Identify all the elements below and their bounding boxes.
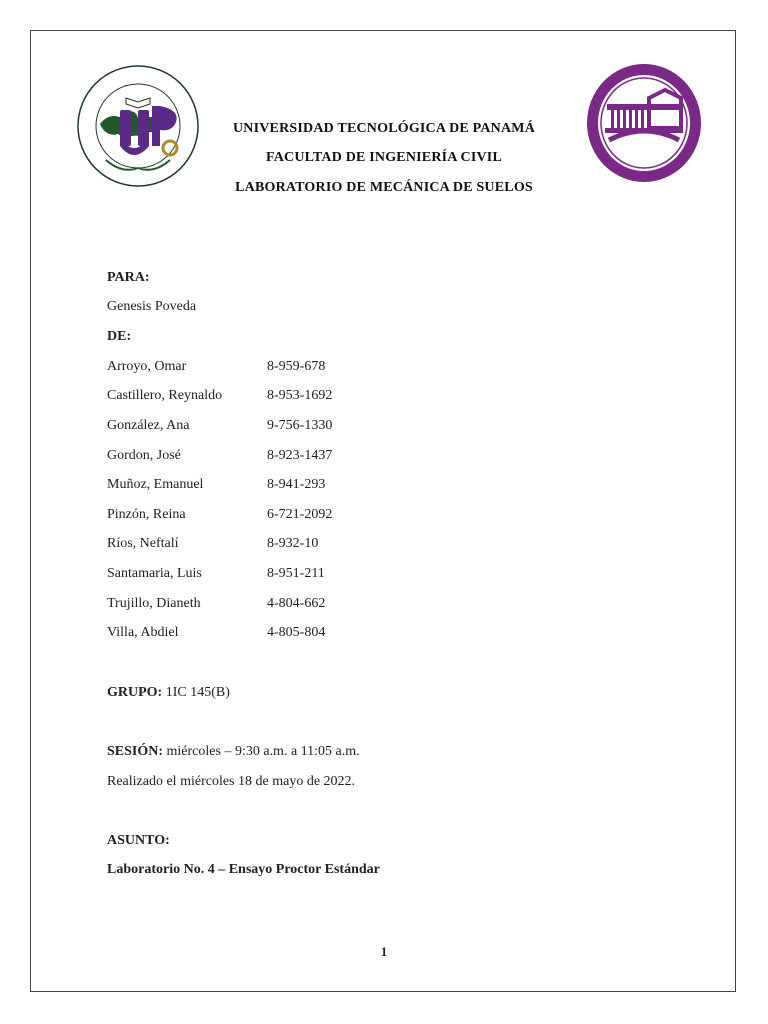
member-name: Arroyo, Omar <box>107 359 187 374</box>
member-name: González, Ana <box>107 418 190 433</box>
sesion-label: SESIÓN: <box>107 744 164 759</box>
de-label: DE: <box>107 329 132 344</box>
para-name: Genesis Poveda <box>107 299 197 314</box>
member-name: Muñoz, Emanuel <box>107 477 204 492</box>
member-id: 8-923-1437 <box>267 448 333 463</box>
realizado-text: Realizado el miércoles 18 de mayo de 2022. <box>107 774 356 789</box>
asunto-label: ASUNTO: <box>107 833 170 848</box>
member-name: Ríos, Neftalí <box>107 536 179 551</box>
member-row <box>107 507 332 523</box>
member-row <box>107 448 332 464</box>
member-id: 4-805-804 <box>267 625 326 640</box>
member-name: Gordon, José <box>107 448 181 463</box>
para-label: PARA: <box>107 270 150 285</box>
member-row <box>107 596 325 612</box>
page-number: 1 <box>380 944 388 959</box>
sesion-value: miércoles – 9:30 a.m. a 11:05 a.m. <box>166 744 360 759</box>
member-name: Pinzón, Reina <box>107 507 186 522</box>
member-row <box>107 566 325 582</box>
header-faculty: FACULTAD DE INGENIERÍA CIVIL <box>266 150 502 165</box>
member-id: 6-721-2092 <box>267 507 333 522</box>
member-name: Santamaria, Luis <box>107 566 202 581</box>
member-name: Trujillo, Dianeth <box>107 596 201 611</box>
asunto-value: Laboratorio No. 4 – Ensayo Proctor Estándar <box>107 862 380 877</box>
member-name: Villa, Abdiel <box>107 625 179 640</box>
member-row <box>107 625 325 641</box>
member-id: 8-953-1692 <box>267 388 333 403</box>
grupo-line <box>107 685 230 701</box>
grupo-label: GRUPO: <box>107 685 163 700</box>
header-lab: LABORATORIO DE MECÁNICA DE SUELOS <box>235 180 533 195</box>
member-id: 8-951-211 <box>267 566 325 581</box>
member-id: 9-756-1330 <box>267 418 333 433</box>
sesion-line <box>107 744 360 760</box>
civil-faculty-logo <box>585 62 703 184</box>
member-row <box>107 418 332 434</box>
grupo-value: 1IC 145(B) <box>165 685 230 700</box>
header-university: UNIVERSIDAD TECNOLÓGICA DE PANAMÁ <box>232 121 536 136</box>
member-id: 8-941-293 <box>267 477 326 492</box>
member-id: 8-932-10 <box>267 536 319 551</box>
member-row <box>107 388 332 404</box>
member-row <box>107 477 325 493</box>
member-row <box>107 359 325 375</box>
member-row <box>107 536 318 552</box>
member-name: Castillero, Reynaldo <box>107 388 223 403</box>
document-page <box>30 30 736 992</box>
member-id: 8-959-678 <box>267 359 326 374</box>
member-id: 4-804-662 <box>267 596 326 611</box>
